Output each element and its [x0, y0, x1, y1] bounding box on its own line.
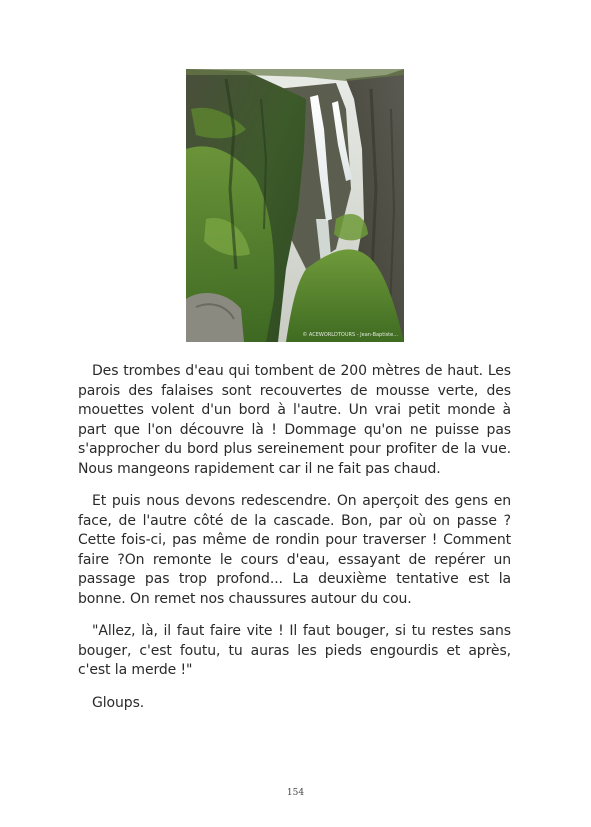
waterfall-illustration	[186, 69, 404, 342]
paragraph-4: Gloups.	[92, 694, 145, 711]
paragraph-1: Des trombes d'eau qui tombent de 200 mètres de haut. Les parois des falaises sont recouvertes de mousse verte, des mouettes volent d'un bord à l'autre. Un vrai petit monde à part que l'on découvre là ! Dommage qu'on ne puisse pas s'approcher du bord plus sereinement pour profiter de la vue. Nous mangeons rapidement car il ne fait pas chaud.	[78, 363, 511, 477]
body-text	[78, 362, 511, 726]
photo-credit: © ACEWORLDTOURS - Jean-Baptiste...	[302, 332, 398, 338]
paragraph-2: Et puis nous devons redescendre. On aperçoit des gens en face, de l'autre côté de la cascade. Bon, par où on passe ? Cette fois-ci, pas même de rondin pour traverser ! Comment faire ?On remonte le cours d'eau, essayant de repérer un passage pas trop profond... La deuxième tentative est la bonne. On remet nos chaussures autour du cou.	[78, 493, 511, 607]
waterfall-photo	[186, 69, 404, 342]
page-number: 154	[286, 788, 305, 798]
paragraph-3: "Allez, là, il faut faire vite ! Il faut bouger, si tu restes sans bouger, c'est foutu, tu auras les pieds engourdis et après, c'est la merde !"	[78, 623, 511, 678]
